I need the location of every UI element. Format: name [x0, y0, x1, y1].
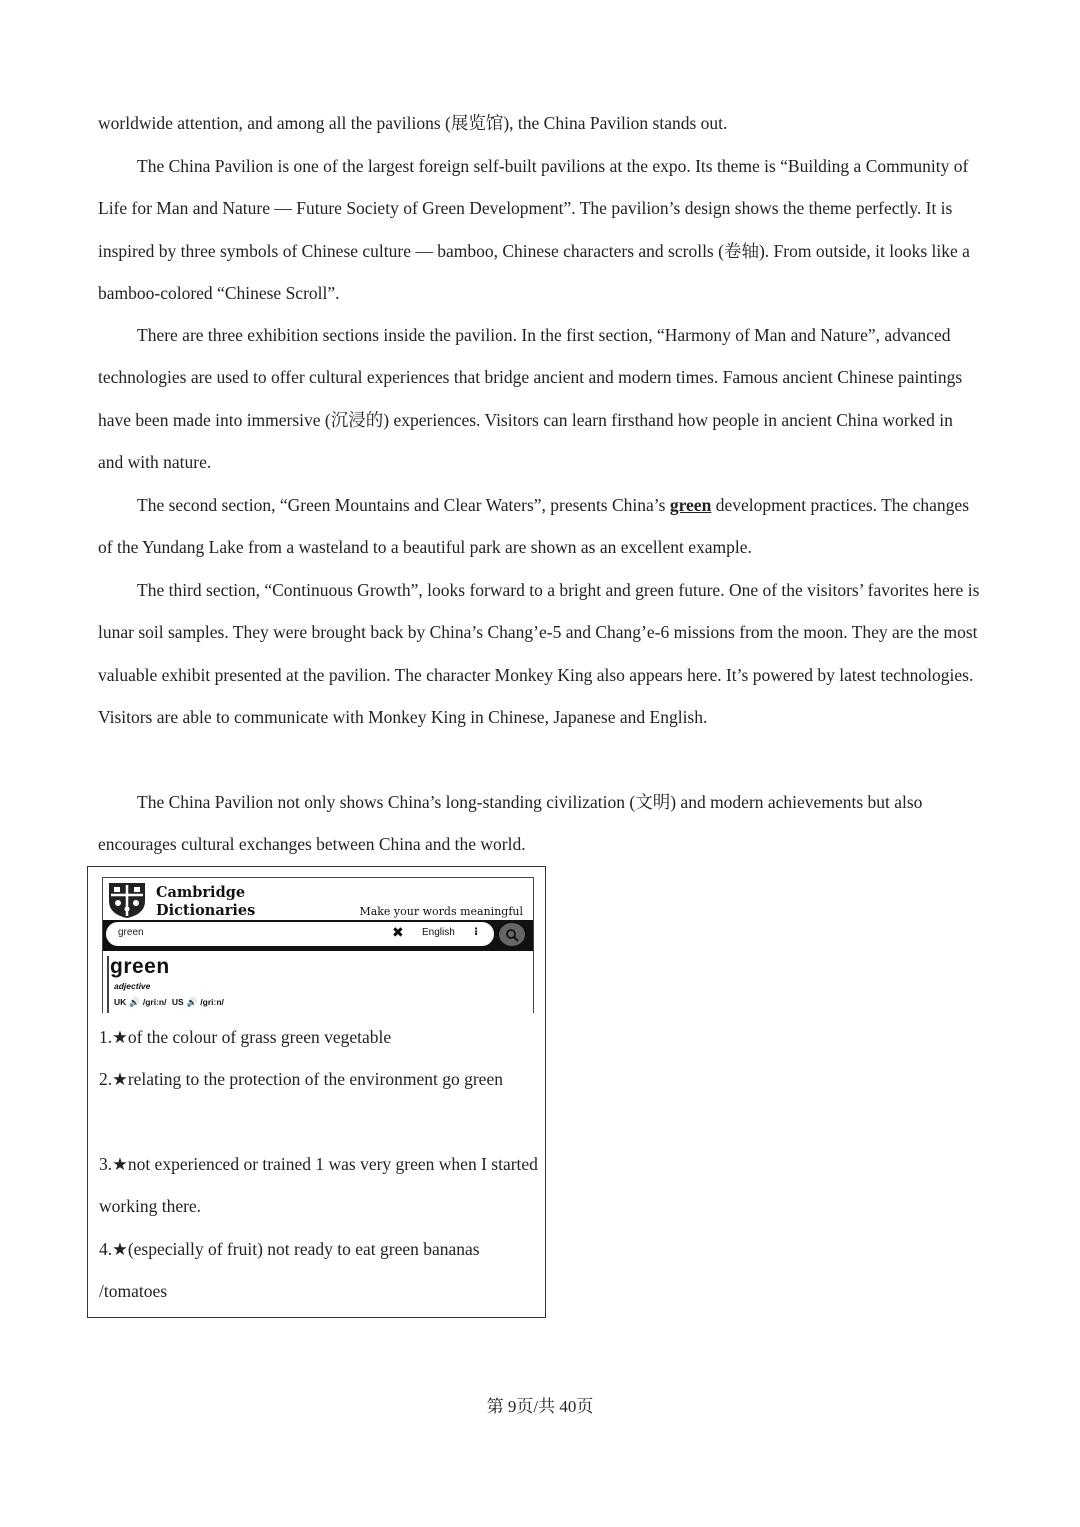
search-icon	[505, 928, 519, 942]
pronunciation-row	[114, 997, 227, 1008]
us-ipa: /griːn/	[200, 997, 224, 1007]
search-input[interactable]	[106, 922, 494, 946]
search-input-value: green	[118, 927, 144, 938]
paragraph-third-section: The third section, “Continuous Growth”, looks forward to a bright and green future. One of the visitors’ favorites here is lunar soil samples. They were brought back by China’s Chang’e-5 and Chang’e-6 missions from the moon. They are the most valuable exhibit presented at the pavilion. The character Monkey King also appears here. It’s powered by latest technologies. Visitors are able to communicate with Monkey King in Chinese, Japanese and English.	[98, 580, 980, 728]
language-options-icon[interactable]: ⁝	[474, 926, 479, 938]
definition-sense-1: 1.★of the colour of grass green vegetable	[99, 1027, 392, 1047]
brand-line-2: Dictionaries	[156, 902, 256, 919]
dictionary-box	[87, 866, 546, 1318]
paragraph-first-section: There are three exhibition sections inside the pavilion. In the first section, “Harmony of Man and Nature”, advanced technologies are used to offer cultural experiences that bridge ancient and modern times. Famous ancient Chinese paintings have been made into immersive (沉浸的) experiences. Visitors can learn firsthand how people in ancient China worked in and with nature.	[98, 325, 963, 473]
paragraph-intro-end: worldwide attention, and among all the pavilions (展览馆), the China Pavilion stands out.	[98, 113, 728, 133]
brand-line-1: Cambridge	[156, 884, 246, 901]
definition-sense-2: 2.★relating to the protection of the environment go green	[99, 1069, 503, 1089]
dictionary-screenshot	[102, 877, 534, 1013]
part-of-speech: adjective	[114, 981, 151, 991]
us-audio-icon[interactable]: 🔊	[186, 997, 198, 1007]
dictionary-brand	[156, 884, 255, 920]
us-label: US	[171, 997, 184, 1007]
uk-label: UK	[114, 997, 127, 1007]
uk-audio-icon[interactable]: 🔊	[129, 997, 140, 1007]
headword: green	[110, 955, 170, 978]
entry-divider	[107, 956, 109, 1013]
page-footer: 第 9页/共 40页	[486, 1397, 594, 1416]
search-button[interactable]	[499, 923, 525, 946]
cambridge-crest-icon	[107, 881, 147, 919]
language-select[interactable]: English	[422, 927, 455, 938]
underlined-word-green: green	[669, 495, 712, 515]
paragraph-second-after: development practices. The changes of the Yundang Lake from a wasteland to a beautiful park are shown as an excellent example.	[98, 495, 970, 558]
paragraph-second-section	[98, 484, 982, 569]
definition-sense-4: 4.★(especially of fruit) not ready to eat green bananas /tomatoes	[99, 1239, 480, 1302]
paragraph-conclusion: The China Pavilion not only shows China’s long-standing civilization (文明) and modern achievements but also encourages cultural exchanges between China and the world.	[98, 792, 923, 855]
paragraph-second-before: The second section, “Green Mountains and Clear Waters”, presents China’s	[137, 495, 670, 515]
dictionary-tagline: Make your words meaningful	[359, 905, 523, 918]
paragraph-theme: The China Pavilion is one of the largest foreign self-built pavilions at the expo. Its theme is “Building a Community of Life for Man and Nature — Future Society of Green Development”. The pavilion’s design shows the theme perfectly. It is inspired by three symbols of Chinese culture — bamboo, Chinese characters and scrolls (卷轴). From outside, it looks like a bamboo-colored “Chinese Scroll”.	[98, 156, 970, 304]
clear-search-icon[interactable]: ✖	[392, 924, 404, 940]
uk-ipa: /griːn/	[142, 997, 167, 1007]
definition-sense-3: 3.★not experienced or trained 1 was very green when I started working there.	[99, 1154, 538, 1217]
